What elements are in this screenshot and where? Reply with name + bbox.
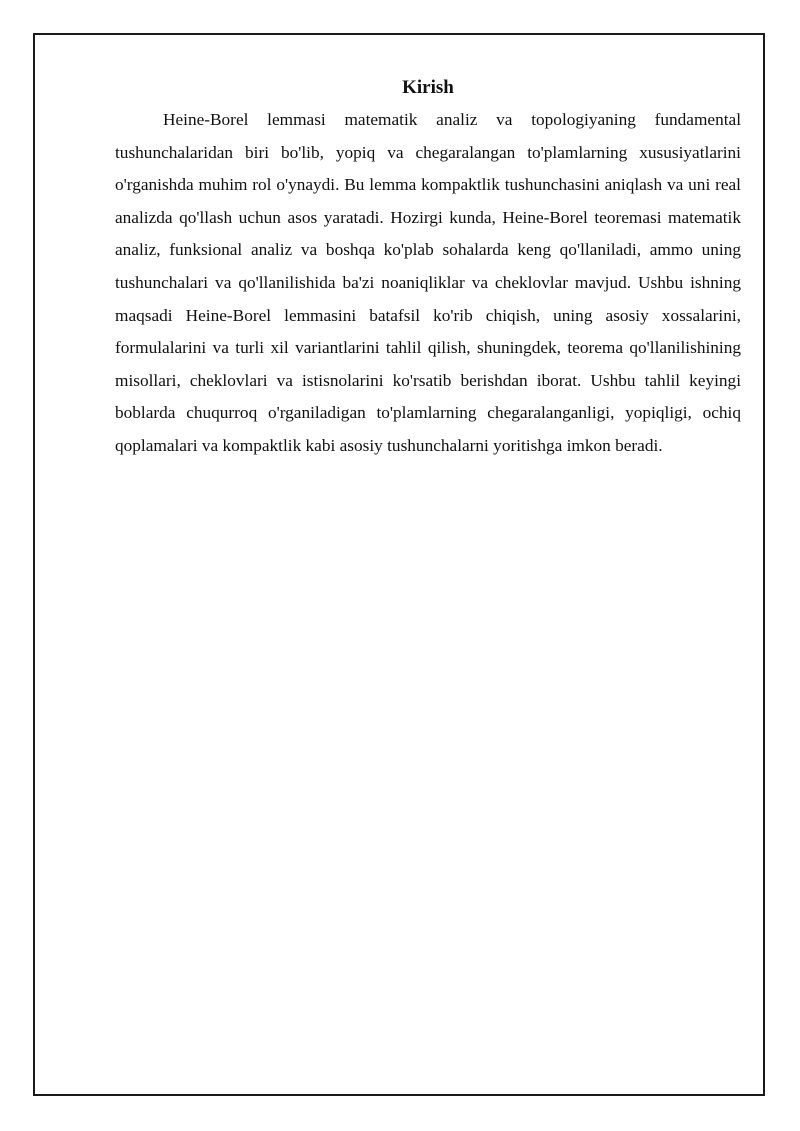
section-heading: Kirish (402, 77, 454, 98)
body-paragraph: Heine-Borel lemmasi matematik analiz va topologiyaning fundamental tushunchalaridan biri bo'lib, yopiq va chegaralangan to'plamlarning xususiyatlarini o'rganishda muhim rol o'ynaydi. Bu lemma kompaktlik tushunchasini aniqlash va uni real analizda qo'llash uchun asos yaratadi. Hozirgi kunda, Heine-Borel teoremasi matematik analiz, funksional analiz va boshqa ko'plab sohalarda keng qo'llaniladi, ammo uning tushunchalari va qo'llanilishida ba'zi noaniqliklar va cheklovlar mavjud. Ushbu ishning maqsadi Heine-Borel lemmasini batafsil ko'rib chiqish, uning asosiy xossalarini, formulalarini va turli xil variantlarini tahlil qilish, shuningdek, teorema qo'llanilishining misollari, cheklovlari va istisnolarini ko'rsatib berishdan iborat. Ushbu tahlil keyingi boblarda chuqurroq o'rganiladigan to'plamlarning chegaralanganligi, yopiqligi, ochiq qoplamalari va kompaktlik kabi asosiy tushunchalarni yoritishga imkon beradi. (115, 110, 741, 455)
document-content (115, 76, 741, 463)
